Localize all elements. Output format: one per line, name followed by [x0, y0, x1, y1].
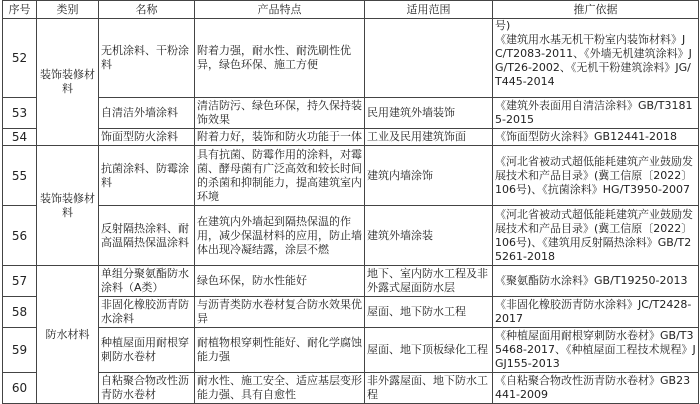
- header-cell: 序号: [3, 1, 37, 19]
- product-features: 在建筑内外墙起到隔热保温的作用，减少保温材料的应用，防止墙体出现冷凝结露，涂层不燃: [195, 206, 365, 266]
- table-row: [3, 266, 699, 297]
- product-name: 单组分聚氨酯防水涂料（A类）: [99, 266, 195, 297]
- product-features: 与沥青类防水卷材复合防水效果优异: [195, 297, 365, 328]
- category-cell: 防水材料: [37, 266, 99, 404]
- header-cell: 推广依据: [493, 1, 699, 19]
- applicable-scope: 建筑内墙涂饰: [365, 146, 493, 206]
- promotion-basis: 《聚氨酯防水涂料》GB/T19250-2013: [493, 266, 699, 297]
- table-row: [3, 328, 699, 373]
- row-number: 56: [3, 206, 37, 266]
- applicable-scope: 民用建筑外墙装饰: [365, 98, 493, 129]
- row-number: 58: [3, 297, 37, 328]
- header-cell: 名称: [99, 1, 195, 19]
- product-name: 非固化橡胶沥青防水涂料: [99, 297, 195, 328]
- promotion-basis: 《非固化橡胶沥青防水涂料》JC/T2428-2017: [493, 297, 699, 328]
- table-row: [3, 146, 699, 206]
- promotion-basis: 《种植屋面用耐根穿刺防水卷材》GB/T35468-2017、《种植屋面工程技术规程》JGJ155-2013: [493, 328, 699, 373]
- promotion-basis: 《自粘聚合物改性沥青防水卷材》GB23441-2009: [493, 373, 699, 404]
- header-cell: 适用范围: [365, 1, 493, 19]
- header-cell: 类别: [37, 1, 99, 19]
- row-number: 59: [3, 328, 37, 373]
- standards-table: [2, 0, 699, 404]
- header-row: [3, 1, 699, 19]
- row-number: 57: [3, 266, 37, 297]
- product-features: 清洁防污、绿色环保，持久保持装饰效果: [195, 98, 365, 129]
- product-name: 抗菌涂料、防霉涂料: [99, 146, 195, 206]
- row-number: 54: [3, 129, 37, 146]
- table-row: [3, 98, 699, 129]
- product-name: 饰面型防火涂料: [99, 129, 195, 146]
- applicable-scope: 建筑外墙涂装: [365, 206, 493, 266]
- product-name: 种植屋面用耐根穿刺防水卷材: [99, 328, 195, 373]
- product-name: 自粘聚合物改性沥青防水卷材: [99, 373, 195, 404]
- product-name: 反射隔热涂料、耐高温隔热保温涂料: [99, 206, 195, 266]
- promotion-basis: [493, 19, 699, 98]
- header-cell: 产品特点: [195, 1, 365, 19]
- table-row: [3, 373, 699, 404]
- applicable-scope: 工业及民用建筑饰面: [365, 129, 493, 146]
- table-row: [3, 129, 699, 146]
- promotion-basis: 《建筑外表面用自清洁涂料》GB/T31815-2015: [493, 98, 699, 129]
- applicable-scope: 非外露屋面、地下防水工程: [365, 373, 493, 404]
- basis-text: 《建筑用水基无机干粉室内装饰材料》JC/T2083-2011、《外墙无机建筑涂料》JG/T26-2002、《无机干粉建筑涂料》JG/T445-2014: [495, 33, 692, 88]
- product-features: 耐植物根穿刺性能好、耐化学腐蚀能力强: [195, 328, 365, 373]
- row-number: 53: [3, 98, 37, 129]
- applicable-scope: 屋面、地下防水工程: [365, 297, 493, 328]
- promotion-basis: 《河北省被动式超低能耗建筑产业鼓励发展技术和产品目录》(冀工信原〔2022〕106号)、《抗菌涂料》HG/T3950-2007: [493, 146, 699, 206]
- product-features: 具有抗菌、防霉作用的涂料，对霉菌、酵母菌有广泛高效和较长时间的杀菌和抑制能力，提高建筑室内环境: [195, 146, 365, 206]
- table-row: [3, 206, 699, 266]
- applicable-scope: 地下、室内防水工程及非外露式屋面防水层: [365, 266, 493, 297]
- table-row: [3, 297, 699, 328]
- product-features: 附着力好，装饰和防火功能于一体: [195, 129, 365, 146]
- product-features: 耐水性、施工安全、适应基层变形能力强、具有自愈性: [195, 373, 365, 404]
- table-row: [3, 19, 699, 98]
- category-cell: 装饰装修材料: [37, 146, 99, 266]
- promotion-basis: 《饰面型防火涂料》GB12441-2018: [493, 129, 699, 146]
- applicable-scope: [365, 19, 493, 98]
- product-name: 自清洁外墙涂料: [99, 98, 195, 129]
- row-number: 55: [3, 146, 37, 206]
- row-number: 52: [3, 19, 37, 98]
- previous-basis-tail: 号): [495, 19, 511, 32]
- category-cell: 装饰装修材料: [37, 19, 99, 146]
- applicable-scope: 屋面、地下顶板绿化工程: [365, 328, 493, 373]
- product-features: 绿色环保，防水性能好: [195, 266, 365, 297]
- product-name: 无机涂料、干粉涂料: [99, 19, 195, 98]
- row-number: 60: [3, 373, 37, 404]
- product-features: 附着力强，耐水性、耐洗刷性优异，绿色环保、施工方便: [195, 19, 365, 98]
- promotion-basis: 《河北省被动式超低能耗建筑产业鼓励发展技术和产品目录》(冀工信原〔2022〕106号)、《建筑用反射隔热涂料》GB/T25261-2018: [493, 206, 699, 266]
